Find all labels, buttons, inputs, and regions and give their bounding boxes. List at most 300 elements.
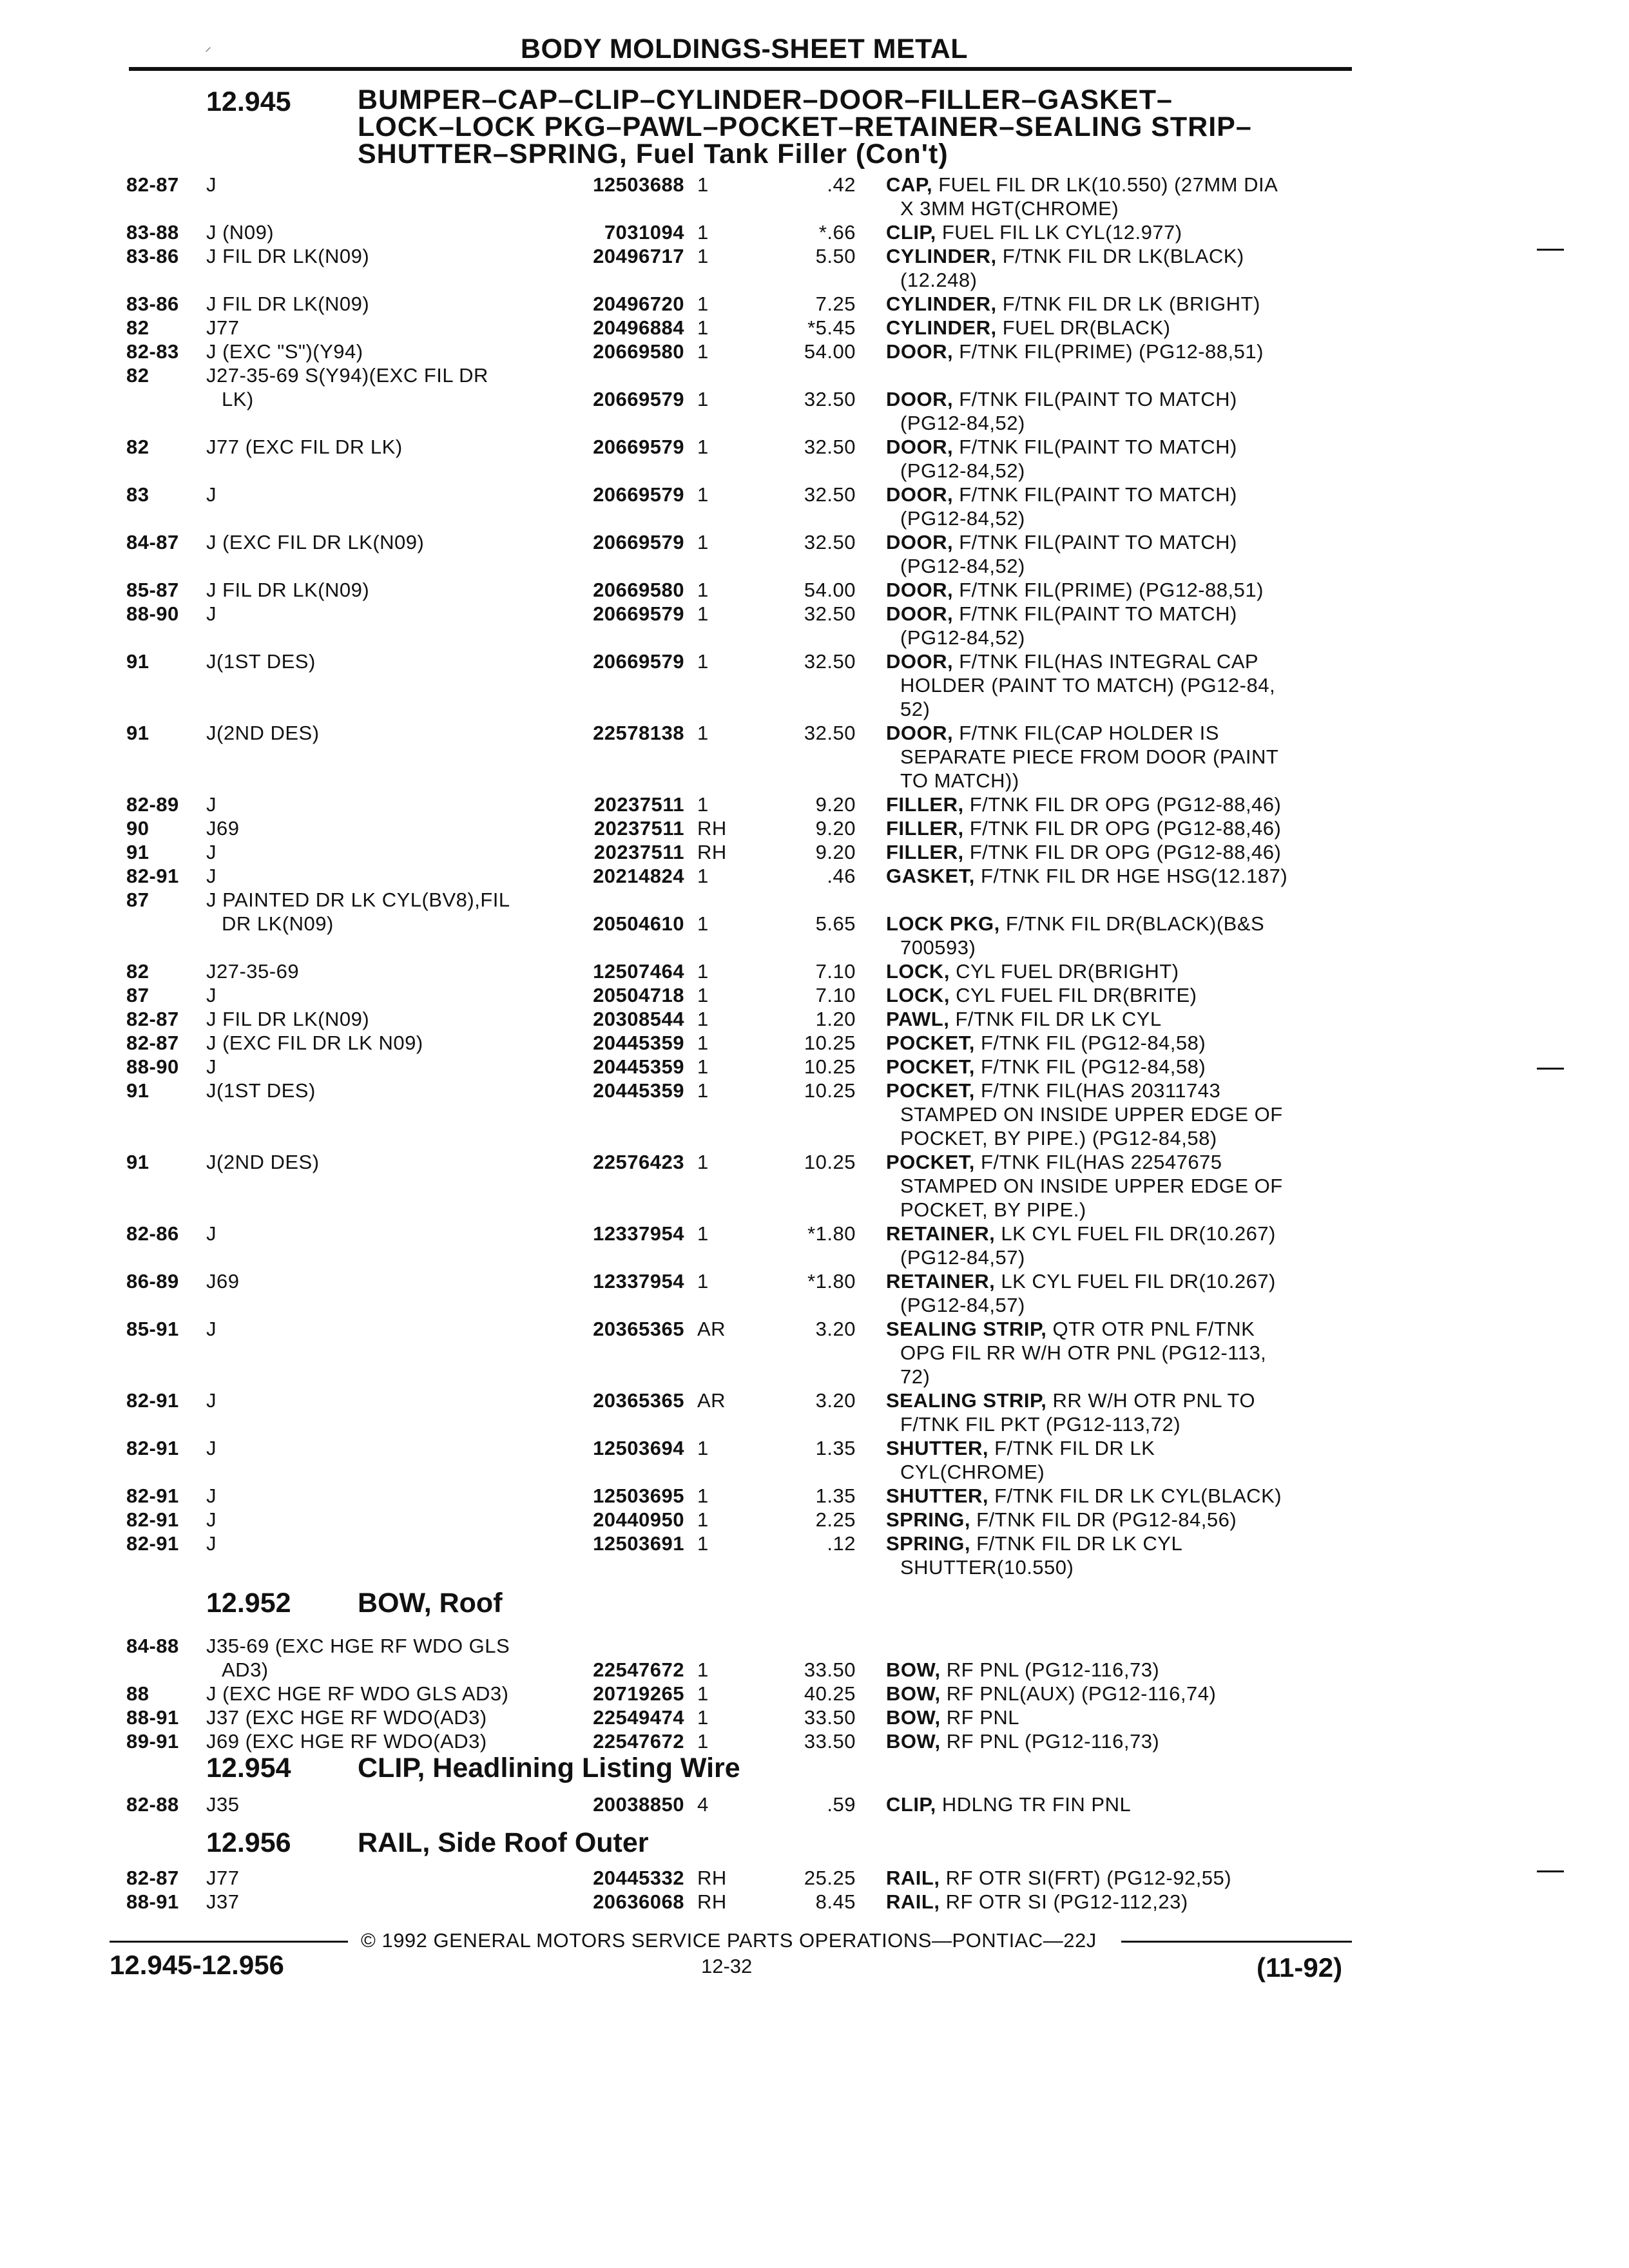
description-line bbox=[886, 1079, 1353, 1102]
part-number: 20504718 bbox=[593, 984, 684, 1006]
part-number: 20365365 bbox=[593, 1389, 684, 1412]
application bbox=[206, 793, 554, 816]
description-line bbox=[886, 1126, 1353, 1150]
description-text: (PG12-84,52) bbox=[900, 507, 1025, 530]
description bbox=[886, 1055, 1353, 1079]
application bbox=[206, 483, 554, 506]
description-text: RR W/H OTR PNL TO bbox=[1052, 1389, 1255, 1412]
description-text: RF PNL (PG12-116,73) bbox=[946, 1730, 1160, 1753]
quantity: 1 bbox=[697, 1151, 709, 1173]
section-number: 12.954 bbox=[206, 1753, 291, 1783]
quantity: RH bbox=[697, 1890, 727, 1913]
model-years: 91 bbox=[126, 1079, 149, 1102]
application bbox=[206, 578, 554, 602]
description-line bbox=[886, 697, 1353, 721]
part-name: FILLER, bbox=[886, 817, 964, 840]
model-years: 85-87 bbox=[126, 579, 179, 601]
section-title bbox=[358, 1827, 649, 1859]
quantity: 1 bbox=[697, 1055, 709, 1078]
description-line bbox=[886, 626, 1353, 649]
description-line bbox=[886, 1293, 1353, 1317]
quantity: 1 bbox=[697, 912, 709, 935]
part-name: BOW, bbox=[886, 1706, 941, 1729]
price: .42 bbox=[827, 173, 856, 196]
part-name: FILLER, bbox=[886, 841, 964, 863]
part-number: 22549474 bbox=[593, 1706, 684, 1729]
part-number: 20445332 bbox=[593, 1867, 684, 1889]
quantity: 1 bbox=[697, 1706, 709, 1729]
description-line bbox=[886, 387, 1353, 411]
part-number: 20440950 bbox=[593, 1508, 684, 1531]
part-name: SPRING, bbox=[886, 1508, 970, 1531]
part-number: 12503695 bbox=[593, 1485, 684, 1507]
part-name: BOW, bbox=[886, 1658, 941, 1681]
model-years: 83-86 bbox=[126, 245, 179, 267]
description bbox=[886, 1269, 1353, 1317]
description-text: (PG12-84,57) bbox=[900, 1294, 1025, 1316]
description-line bbox=[886, 292, 1353, 316]
description-text: F/TNK FIL(HAS 20311743 bbox=[980, 1079, 1221, 1102]
quantity: 1 bbox=[697, 1508, 709, 1531]
footer-rule-left bbox=[110, 1941, 348, 1943]
quantity: 4 bbox=[697, 1793, 709, 1816]
part-number: 22547672 bbox=[593, 1658, 684, 1681]
description bbox=[886, 1389, 1353, 1436]
header-rule bbox=[129, 67, 1352, 71]
application-line: J bbox=[206, 1389, 217, 1412]
description bbox=[886, 292, 1353, 316]
application-line: J bbox=[206, 865, 217, 887]
part-number: 22576423 bbox=[593, 1151, 684, 1173]
price: 32.50 bbox=[804, 602, 856, 625]
description-line bbox=[886, 1658, 1353, 1682]
quantity: 1 bbox=[697, 1270, 709, 1293]
description bbox=[886, 316, 1353, 340]
description-line bbox=[886, 220, 1353, 244]
price: 9.20 bbox=[815, 793, 856, 816]
description-text: (PG12-84,52) bbox=[900, 459, 1025, 482]
application bbox=[206, 888, 554, 936]
description-line bbox=[886, 1555, 1353, 1579]
description bbox=[886, 1682, 1353, 1706]
description bbox=[886, 173, 1353, 220]
page-title: BODY MOLDINGS-SHEET METAL bbox=[520, 34, 969, 64]
model-years: 82-91 bbox=[126, 1485, 179, 1507]
part-name: BOW, bbox=[886, 1730, 941, 1753]
quantity: 1 bbox=[697, 245, 709, 267]
price: 32.50 bbox=[804, 436, 856, 458]
price: 25.25 bbox=[804, 1867, 856, 1889]
description bbox=[886, 1007, 1353, 1031]
quantity: 1 bbox=[697, 1682, 709, 1705]
price: 10.25 bbox=[804, 1032, 856, 1054]
application-line: J (EXC FIL DR LK N09) bbox=[206, 1032, 423, 1054]
model-years: 88-90 bbox=[126, 1055, 179, 1078]
part-name: SHUTTER, bbox=[886, 1485, 988, 1507]
part-name: CLIP, bbox=[886, 221, 936, 244]
description-text: 72) bbox=[900, 1365, 930, 1388]
application bbox=[206, 1682, 554, 1706]
description-text: F/TNK FIL DR (PG12-84,56) bbox=[976, 1508, 1237, 1531]
application-line: J FIL DR LK(N09) bbox=[206, 245, 370, 267]
application bbox=[206, 1792, 554, 1816]
description-text: FUEL DR(BLACK) bbox=[1002, 316, 1171, 339]
application-line: J bbox=[206, 1532, 217, 1555]
model-years: 82-91 bbox=[126, 1437, 179, 1459]
application bbox=[206, 435, 554, 459]
model-years: 88-90 bbox=[126, 602, 179, 625]
section-number: 12.952 bbox=[206, 1588, 291, 1619]
description-line bbox=[886, 649, 1353, 673]
price: 32.50 bbox=[804, 650, 856, 673]
application-line: J37 bbox=[206, 1890, 240, 1913]
application bbox=[206, 1508, 554, 1532]
model-years: 87 bbox=[126, 984, 149, 1006]
model-years: 82-91 bbox=[126, 1389, 179, 1412]
application-line: J bbox=[206, 1222, 217, 1245]
application bbox=[206, 864, 554, 888]
quantity: 1 bbox=[697, 1008, 709, 1030]
description bbox=[886, 1484, 1353, 1508]
description-line bbox=[886, 745, 1353, 769]
application-line: J (EXC "S")(Y94) bbox=[206, 340, 363, 363]
application bbox=[206, 721, 554, 745]
model-years: 90 bbox=[126, 817, 149, 840]
application-line: J bbox=[206, 841, 217, 863]
description-line bbox=[886, 1174, 1353, 1198]
description-text: QTR OTR PNL F/TNK bbox=[1052, 1318, 1255, 1340]
description bbox=[886, 244, 1353, 292]
description-text: (PG12-84,57) bbox=[900, 1246, 1025, 1269]
application-line: J bbox=[206, 602, 217, 625]
application-line: AD3) bbox=[222, 1658, 269, 1681]
footer-rule-right bbox=[1121, 1941, 1352, 1943]
part-name: SHUTTER, bbox=[886, 1437, 988, 1459]
price: 5.65 bbox=[815, 912, 856, 935]
part-name: LOCK, bbox=[886, 960, 950, 983]
application-line: J bbox=[206, 1437, 217, 1459]
price: 9.20 bbox=[815, 817, 856, 840]
description-text: F/TNK FIL(PAINT TO MATCH) bbox=[959, 602, 1237, 625]
application-line: J FIL DR LK(N09) bbox=[206, 579, 370, 601]
quantity: 1 bbox=[697, 579, 709, 601]
application bbox=[206, 1890, 554, 1914]
description-line bbox=[886, 244, 1353, 268]
quantity: AR bbox=[697, 1389, 726, 1412]
part-name: DOOR, bbox=[886, 388, 954, 410]
application-line: J (EXC FIL DR LK(N09) bbox=[206, 531, 425, 553]
description-line bbox=[886, 1890, 1353, 1914]
quantity: 1 bbox=[697, 650, 709, 673]
application bbox=[206, 816, 554, 840]
quantity: 1 bbox=[697, 602, 709, 625]
application bbox=[206, 1079, 554, 1102]
quantity: 1 bbox=[697, 221, 709, 244]
part-number: 20237511 bbox=[593, 793, 684, 816]
description-line bbox=[886, 1365, 1353, 1389]
part-number: 20365365 bbox=[593, 1318, 684, 1340]
application bbox=[206, 316, 554, 340]
description-line bbox=[886, 173, 1353, 197]
description-text: CYL FUEL DR(BRIGHT) bbox=[956, 960, 1179, 983]
description-text: 700593) bbox=[900, 936, 976, 959]
description-text: F/TNK FIL PKT (PG12-113,72) bbox=[900, 1413, 1181, 1436]
description-text: CYL(CHROME) bbox=[900, 1461, 1045, 1483]
description-text: F/TNK FIL(PAINT TO MATCH) bbox=[959, 483, 1237, 506]
description-line bbox=[886, 435, 1353, 459]
model-years: 91 bbox=[126, 1151, 149, 1173]
application bbox=[206, 959, 554, 983]
application-line: LK) bbox=[222, 388, 254, 410]
price: 54.00 bbox=[804, 340, 856, 363]
description-text: FUEL FIL LK CYL(12.977) bbox=[941, 221, 1182, 244]
model-years: 89-91 bbox=[126, 1730, 179, 1753]
model-years: 88 bbox=[126, 1682, 149, 1705]
description-line bbox=[886, 793, 1353, 816]
description bbox=[886, 602, 1353, 649]
part-number: 20636068 bbox=[593, 1890, 684, 1913]
description-line bbox=[886, 721, 1353, 745]
section-title-line: BOW, Roof bbox=[358, 1588, 503, 1619]
part-name: RETAINER, bbox=[886, 1270, 996, 1293]
part-name: PAWL, bbox=[886, 1008, 950, 1030]
part-name: RAIL, bbox=[886, 1890, 940, 1913]
description-line bbox=[886, 602, 1353, 626]
description-text: STAMPED ON INSIDE UPPER EDGE OF bbox=[900, 1103, 1283, 1126]
description-text: LK CYL FUEL FIL DR(10.267) bbox=[1001, 1222, 1276, 1245]
part-name: SEALING STRIP, bbox=[886, 1389, 1047, 1412]
application bbox=[206, 1007, 554, 1031]
application bbox=[206, 1269, 554, 1293]
description-line bbox=[886, 316, 1353, 340]
description-line bbox=[886, 268, 1353, 292]
model-years: 83-88 bbox=[126, 221, 179, 244]
application bbox=[206, 602, 554, 626]
model-years: 82-88 bbox=[126, 1793, 179, 1816]
description bbox=[886, 1317, 1353, 1389]
price: 10.25 bbox=[804, 1079, 856, 1102]
price: 8.45 bbox=[815, 1890, 856, 1913]
quantity: 1 bbox=[697, 1437, 709, 1459]
part-name: CAP, bbox=[886, 173, 933, 196]
part-name: DOOR, bbox=[886, 436, 954, 458]
description-line bbox=[886, 1682, 1353, 1706]
section-title-line: RAIL, Side Roof Outer bbox=[358, 1827, 649, 1858]
quantity: 1 bbox=[697, 1222, 709, 1245]
description-line bbox=[886, 1007, 1353, 1031]
application-line: J bbox=[206, 483, 217, 506]
description bbox=[886, 864, 1353, 888]
part-number: 12507464 bbox=[593, 960, 684, 983]
description-text: RF PNL (PG12-116,73) bbox=[946, 1658, 1160, 1681]
description-line bbox=[886, 1222, 1353, 1245]
application bbox=[206, 1634, 554, 1682]
part-number: 20445359 bbox=[593, 1032, 684, 1054]
part-number: 20308544 bbox=[593, 1008, 684, 1030]
section-title-line: LOCK–LOCK PKG–PAWL–POCKET–RETAINER–SEALING STRIP– bbox=[358, 111, 1252, 142]
part-number: 20669579 bbox=[593, 436, 684, 458]
part-number: 20504610 bbox=[593, 912, 684, 935]
description bbox=[886, 1031, 1353, 1055]
model-years: 88-91 bbox=[126, 1890, 179, 1913]
part-name: POCKET, bbox=[886, 1032, 975, 1054]
description bbox=[886, 1508, 1353, 1532]
part-name: LOCK, bbox=[886, 984, 950, 1006]
description bbox=[886, 793, 1353, 816]
description-text: F/TNK FIL DR LK CYL bbox=[955, 1008, 1162, 1030]
part-name: RETAINER, bbox=[886, 1222, 996, 1245]
application-line: J27-35-69 S(Y94)(EXC FIL DR bbox=[206, 364, 488, 387]
application-line: J35-69 (EXC HGE RF WDO GLS bbox=[206, 1635, 510, 1657]
part-name: DOOR, bbox=[886, 531, 954, 553]
part-number: 20669579 bbox=[593, 388, 684, 410]
description bbox=[886, 1079, 1353, 1150]
section-title bbox=[358, 1588, 503, 1619]
description-line bbox=[886, 506, 1353, 530]
description bbox=[886, 435, 1353, 483]
footer-section-range: 12.945-12.956 bbox=[110, 1950, 284, 1980]
part-number: 20669579 bbox=[593, 483, 684, 506]
description-text: LK CYL FUEL FIL DR(10.267) bbox=[1001, 1270, 1276, 1293]
part-number: 20496720 bbox=[593, 293, 684, 315]
quantity: 1 bbox=[697, 984, 709, 1006]
quantity: 1 bbox=[697, 483, 709, 506]
price: 3.20 bbox=[815, 1318, 856, 1340]
section-title-line: BUMPER–CAP–CLIP–CYLINDER–DOOR–FILLER–GASKET– bbox=[358, 84, 1173, 115]
part-name: DOOR, bbox=[886, 340, 954, 363]
description-line bbox=[886, 769, 1353, 793]
application-line: J PAINTED DR LK CYL(BV8),FIL bbox=[206, 889, 510, 911]
description-line bbox=[886, 912, 1353, 936]
section-number: 12.945 bbox=[206, 86, 291, 117]
description-text: (12.248) bbox=[900, 269, 978, 291]
price: *1.80 bbox=[807, 1222, 856, 1245]
description bbox=[886, 983, 1353, 1007]
quantity: 1 bbox=[697, 1658, 709, 1681]
quantity: 1 bbox=[697, 793, 709, 816]
application bbox=[206, 1031, 554, 1055]
description-line bbox=[886, 840, 1353, 864]
model-years: 82 bbox=[126, 436, 149, 458]
part-number: 22547672 bbox=[593, 1730, 684, 1753]
application-line: J bbox=[206, 793, 217, 816]
description-text: F/TNK FIL DR(BLACK)(B&S bbox=[1005, 912, 1265, 935]
description-text: F/TNK FIL DR OPG (PG12-88,46) bbox=[969, 817, 1282, 840]
application bbox=[206, 1150, 554, 1174]
part-name: DOOR, bbox=[886, 483, 954, 506]
footer-page-number: 12-32 bbox=[701, 1955, 753, 1977]
part-name: RAIL, bbox=[886, 1867, 940, 1889]
description-line bbox=[886, 1198, 1353, 1222]
part-number: 12503688 bbox=[593, 173, 684, 196]
quantity: 1 bbox=[697, 388, 709, 410]
price: .12 bbox=[827, 1532, 856, 1555]
application-line: J bbox=[206, 1485, 217, 1507]
description-text: F/TNK FIL DR LK(BLACK) bbox=[1002, 245, 1244, 267]
application-line: J69 bbox=[206, 817, 240, 840]
description-line bbox=[886, 554, 1353, 578]
description-text: (PG12-84,52) bbox=[900, 626, 1025, 649]
description-line bbox=[886, 1031, 1353, 1055]
description bbox=[886, 912, 1353, 959]
price: 1.35 bbox=[815, 1485, 856, 1507]
description-line bbox=[886, 530, 1353, 554]
price: 5.50 bbox=[815, 245, 856, 267]
model-years: 82-87 bbox=[126, 1008, 179, 1030]
application bbox=[206, 840, 554, 864]
description-line bbox=[886, 1532, 1353, 1555]
part-number: 20445359 bbox=[593, 1055, 684, 1078]
application-line: J(2ND DES) bbox=[206, 1151, 320, 1173]
description bbox=[886, 1532, 1353, 1579]
part-number: 7031094 bbox=[604, 221, 684, 244]
section-number: 12.956 bbox=[206, 1827, 291, 1858]
margin-mark bbox=[1537, 1870, 1564, 1872]
part-number: 20237511 bbox=[593, 841, 684, 863]
description-text: F/TNK FIL DR LK CYL(BLACK) bbox=[994, 1485, 1282, 1507]
application bbox=[206, 340, 554, 363]
description-text: STAMPED ON INSIDE UPPER EDGE OF bbox=[900, 1175, 1283, 1197]
model-years: 82-87 bbox=[126, 173, 179, 196]
model-years: 83 bbox=[126, 483, 149, 506]
model-years: 83-86 bbox=[126, 293, 179, 315]
description-line bbox=[886, 816, 1353, 840]
price: 33.50 bbox=[804, 1706, 856, 1729]
part-name: FILLER, bbox=[886, 793, 964, 816]
application bbox=[206, 1389, 554, 1412]
footer-date: (11-92) bbox=[1257, 1952, 1343, 1983]
part-number: 12503694 bbox=[593, 1437, 684, 1459]
description-text: SHUTTER(10.550) bbox=[900, 1556, 1074, 1579]
description-text: OPG FIL RR W/H OTR PNL (PG12-113, bbox=[900, 1341, 1267, 1364]
quantity: 1 bbox=[697, 531, 709, 553]
section-title-line: SHUTTER–SPRING, Fuel Tank Filler (Con't) bbox=[358, 139, 949, 169]
part-name: CLIP, bbox=[886, 1793, 936, 1816]
description-text: F/TNK FIL(HAS 22547675 bbox=[980, 1151, 1222, 1173]
application bbox=[206, 220, 554, 244]
model-years: 82 bbox=[126, 364, 149, 387]
application-line: J bbox=[206, 173, 217, 196]
quantity: 1 bbox=[697, 960, 709, 983]
description-text: F/TNK FIL(PAINT TO MATCH) bbox=[959, 388, 1237, 410]
model-years: 85-91 bbox=[126, 1318, 179, 1340]
price: 32.50 bbox=[804, 388, 856, 410]
description bbox=[886, 530, 1353, 578]
description-text: HOLDER (PAINT TO MATCH) (PG12-84, bbox=[900, 674, 1276, 697]
part-number: 20496717 bbox=[593, 245, 684, 267]
model-years: 82-91 bbox=[126, 1532, 179, 1555]
part-name: DOOR, bbox=[886, 579, 954, 601]
description-line bbox=[886, 936, 1353, 959]
description-text: HDLNG TR FIN PNL bbox=[941, 1793, 1132, 1816]
description-text: SEPARATE PIECE FROM DOOR (PAINT bbox=[900, 745, 1279, 768]
description bbox=[886, 340, 1353, 363]
quantity: 1 bbox=[697, 293, 709, 315]
price: 2.25 bbox=[815, 1508, 856, 1531]
description bbox=[886, 721, 1353, 793]
model-years: 82-91 bbox=[126, 1508, 179, 1531]
part-name: LOCK PKG, bbox=[886, 912, 1000, 935]
description-text: POCKET, BY PIPE.) (PG12-84,58) bbox=[900, 1127, 1217, 1149]
description-line bbox=[886, 1055, 1353, 1079]
quantity: RH bbox=[697, 817, 727, 840]
description bbox=[886, 220, 1353, 244]
description-line bbox=[886, 983, 1353, 1007]
part-number: 20669579 bbox=[593, 650, 684, 673]
model-years: 91 bbox=[126, 650, 149, 673]
part-number: 20669580 bbox=[593, 340, 684, 363]
model-years: 84-88 bbox=[126, 1635, 179, 1657]
